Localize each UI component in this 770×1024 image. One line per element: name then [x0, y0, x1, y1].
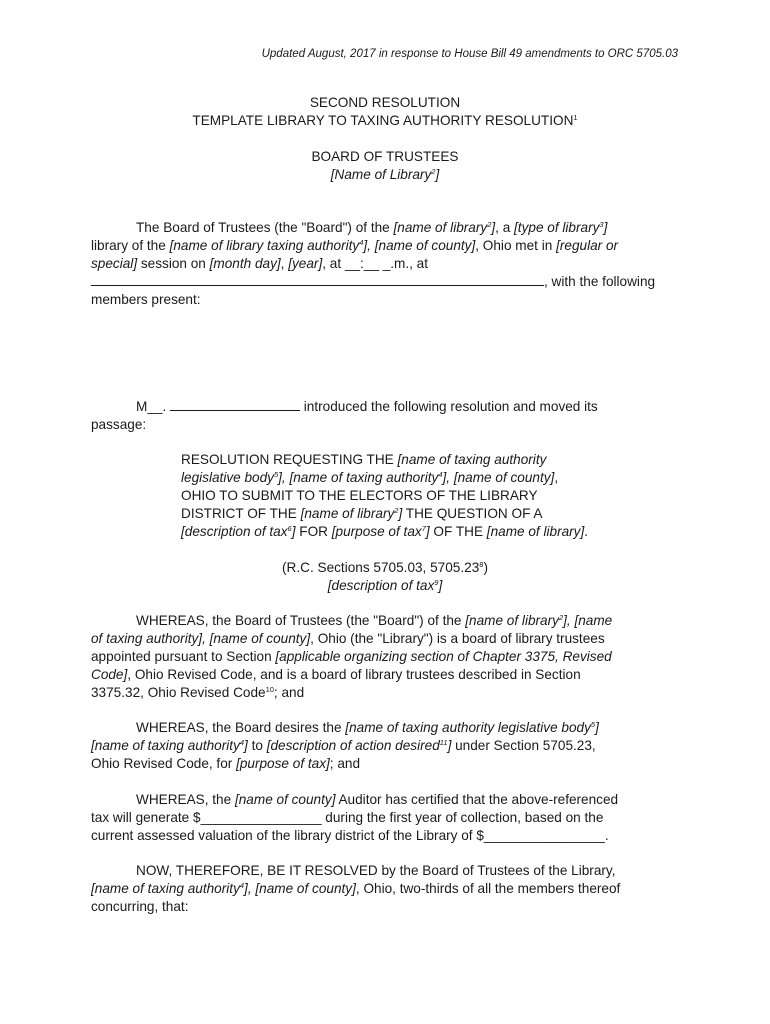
intro-line-2: library of the [name of library taxing authority$^4$], [name of county], Ohio met in [regular or [91, 238, 619, 253]
resolved-line-3: concurring, that: [91, 899, 189, 914]
whereas-3-line-3: current assessed valuation of the library district of the Library of $________________. [91, 828, 609, 843]
whereas-2-line-2: [name of taxing authority$^4$] to [description of action desired$^{11}$] under Section 5705.23, [91, 738, 596, 753]
footnote-marker: 1 [573, 113, 578, 122]
whereas-2-line-3: Ohio Revised Code, for [purpose of tax]; and [91, 756, 361, 771]
intro-line-3: special] session on [month day], [year], at __:__ _.m., at [91, 256, 429, 271]
whereas-1-line-5: 3375.32, Ohio Revised Code$^{10}$; and [91, 685, 305, 700]
rc-sections-citation: (R.C. Sections 5705.03, 5705.23$^8$) [282, 560, 488, 575]
location-blank [91, 274, 544, 286]
mover-name-blank [170, 399, 300, 411]
resolved-line-2: [name of taxing authority$^4$], [name of county], Ohio, two-thirds of all the members thereof [91, 881, 621, 896]
resolution-line-1: RESOLUTION REQUESTING THE [name of taxing authority [181, 452, 547, 467]
title-line-1: SECOND RESOLUTION [309, 95, 461, 110]
title-line-2: TEMPLATE LIBRARY TO TAXING AUTHORITY RESOLUTION$^1$ [192, 113, 578, 128]
whereas-1-line-3: appointed pursuant to Section [applicable organizing section of Chapter 3375, Revised [91, 649, 612, 664]
whereas-1-line-4: Code], Ohio Revised Code, and is a board of library trustees described in Section [91, 667, 581, 682]
motion-line-1: M__. introduced the following resolution and moved its [136, 399, 598, 414]
intro-line-5: members present: [91, 292, 201, 307]
resolution-line-4: DISTRICT OF THE [name of library$^2$] THE QUESTION OF A [181, 506, 543, 521]
whereas-3-line-2: tax will generate $________________ during the first year of collection, based on the [91, 810, 604, 825]
tax-description-placeholder: [description of tax$^9$] [327, 578, 443, 593]
resolution-line-3: OHIO TO SUBMIT TO THE ELECTORS OF THE LIBRARY [181, 488, 538, 503]
whereas-1-line-1: WHEREAS, the Board of Trustees (the "Board") of the [name of library$^2$], [name [136, 613, 613, 628]
resolution-line-5: [description of tax$^6$] FOR [purpose of tax$^7$] OF THE [name of library]. [181, 524, 589, 539]
whereas-3-line-1: WHEREAS, the [name of county] Auditor has certified that the above-referenced [136, 792, 619, 807]
resolved-line-1: NOW, THEREFORE, BE IT RESOLVED by the Board of Trustees of the Library, [136, 863, 616, 878]
whereas-2-line-1: WHEREAS, the Board desires the [name of taxing authority legislative body$^5$] [136, 720, 599, 735]
board-heading: BOARD OF TRUSTEES [311, 149, 459, 164]
update-note: Updated August, 2017 in response to House Bill 49 amendments to ORC 5705.03 [261, 48, 678, 60]
intro-line-4: , with the following [91, 273, 655, 291]
motion-line-2: passage: [91, 417, 147, 432]
intro-line-1: The Board of Trustees (the "Board") of the [name of library$^2$], a [type of library$^3$] [136, 220, 608, 235]
resolution-line-2: legislative body$^5$], [name of taxing authority$^4$], [name of county], [181, 470, 559, 485]
whereas-1-line-2: of taxing authority], [name of county], Ohio (the "Library") is a board of library trustees [91, 631, 605, 646]
library-name-placeholder: [Name of Library$^2$] [330, 167, 440, 182]
